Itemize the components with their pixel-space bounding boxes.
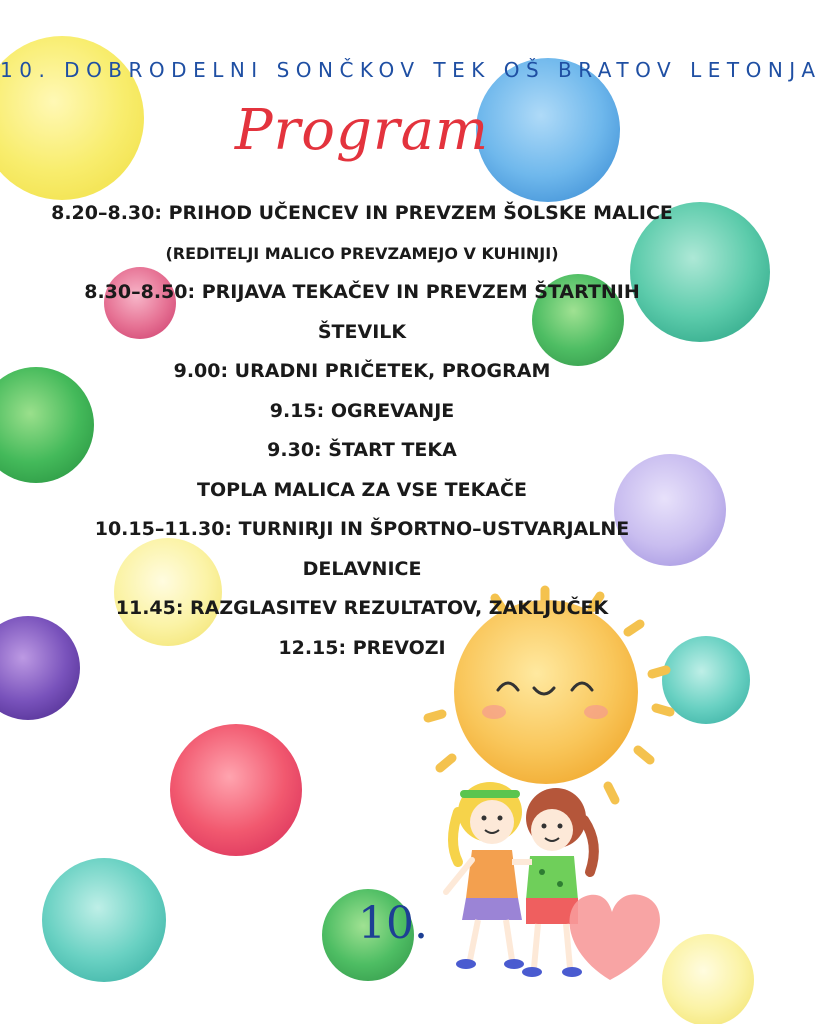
schedule-line-registration: 8.30–8.50: PRIJAVA TEKAČEV IN PREVZEM ŠTARTNIH	[84, 281, 640, 303]
schedule-line-registration-cont: ŠTEVILK	[317, 320, 407, 343]
red-dot	[170, 724, 302, 856]
program-title: Program	[234, 98, 490, 163]
anniversary-badge: 10.	[358, 898, 428, 949]
girls-illustration-icon	[446, 782, 594, 977]
schedule-line-transport: 12.15: PREVOZI	[278, 636, 446, 659]
schedule-line-tournaments-cont: DELAVNICE	[302, 557, 422, 580]
schedule-list	[40, 194, 684, 668]
schedule-line-arrival: 8.20–8.30: PRIHOD UČENCEV IN PREVZEM ŠOLSKE MALICE	[51, 202, 673, 224]
schedule-line-results: 11.45: RAZGLASITEV REZULTATOV, ZAKLJUČEK	[115, 597, 609, 619]
schedule-line-start-program: 9.00: URADNI PRIČETEK, PROGRAM	[173, 360, 551, 382]
schedule-line-hot-meal: TOPLA MALICA ZA VSE TEKAČE	[197, 478, 527, 501]
event-title: 10. DOBRODELNI SONČKOV TEK OŠ BRATOV LETONJA	[0, 58, 822, 82]
schedule-line-tournaments: 10.15–11.30: TURNIRJI IN ŠPORTNO–USTVARJALNE	[94, 518, 630, 540]
pale-yellow-dot-corner	[662, 934, 754, 1024]
schedule-line-note: (REDITELJI MALICO PREVZAMEJO V KUHINJI)	[165, 243, 559, 263]
schedule-line-race-start: 9.30: ŠTART TEKA	[267, 439, 457, 461]
heart-icon	[570, 894, 660, 980]
schedule-line-warmup: 9.15: OGREVANJE	[269, 399, 455, 422]
mint-dot-large	[42, 858, 166, 982]
